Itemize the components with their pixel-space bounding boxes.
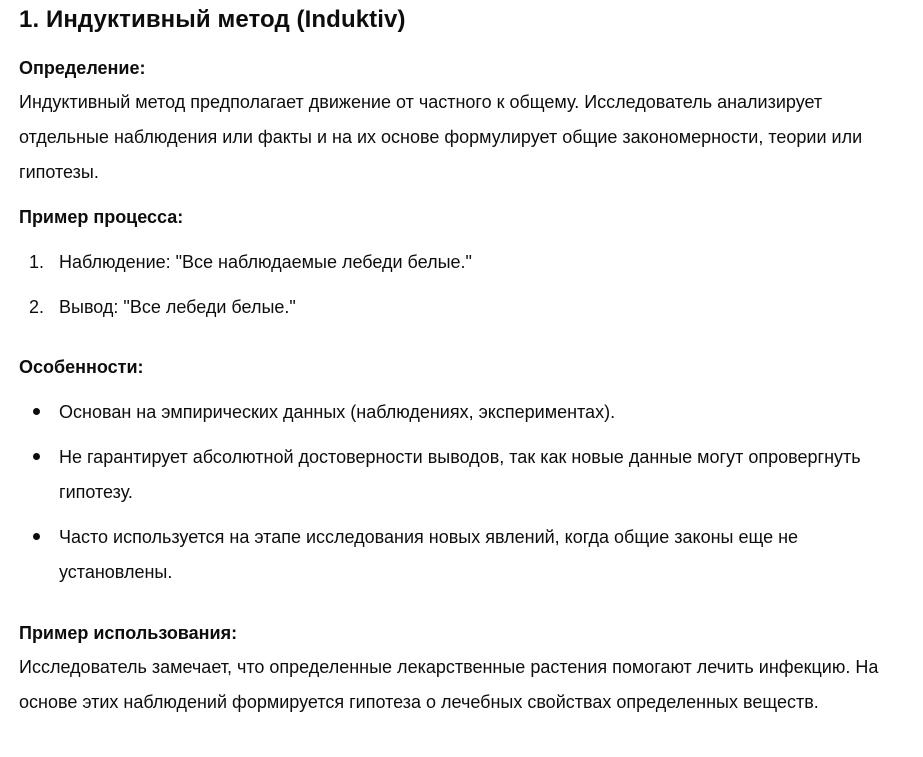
list-item <box>19 520 899 590</box>
usage-label: Пример использования: <box>19 623 238 643</box>
list-marker: 2. <box>29 297 45 317</box>
definition-label: Определение: <box>19 58 146 78</box>
usage-text: Исследователь замечает, что определенные лекарственные растения помогают лечить инфекцию. На основе этих наблюдений формируется гипотеза о лечебных свойствах определенных веществ. <box>19 657 879 712</box>
list-item <box>19 290 899 325</box>
list-item <box>19 245 899 280</box>
bullet-icon <box>33 453 40 460</box>
list-item-text: Часто используется на этапе исследования новых явлений, когда общие законы еще не установлены. <box>59 527 799 582</box>
list-item-text: Основан на эмпирических данных (наблюдениях, экспериментах). <box>59 402 616 422</box>
process-label: Пример процесса: <box>19 207 184 227</box>
list-item <box>19 395 899 430</box>
bullet-icon <box>33 408 40 415</box>
definition-text: Индуктивный метод предполагает движение от частного к общему. Исследователь анализирует отдельные наблюдения или факты и на их основе формулирует общие закономерности, теории или гипотезы. <box>19 92 863 182</box>
list-marker: 1. <box>29 252 45 272</box>
list-item-text: Наблюдение: "Все наблюдаемые лебеди белые." <box>59 252 472 272</box>
list-item <box>19 440 899 510</box>
list-item-text: Не гарантирует абсолютной достоверности выводов, так как новые данные могут опровергнуть гипотезу. <box>59 447 861 502</box>
bullet-icon <box>33 533 40 540</box>
section-heading: 1. Индуктивный метод (Induktiv) <box>19 6 406 33</box>
list-item-text: Вывод: "Все лебеди белые." <box>59 297 296 317</box>
features-label: Особенности: <box>19 357 144 377</box>
